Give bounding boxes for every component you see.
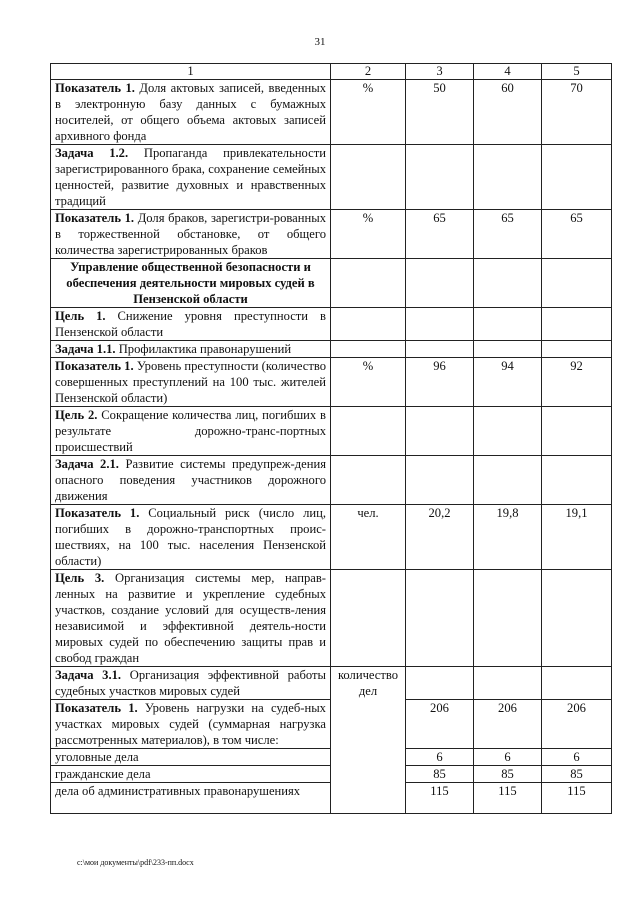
section-row — [51, 259, 612, 308]
unit-cell — [331, 145, 406, 210]
row-label: Задача 1.1. — [55, 342, 116, 356]
table-row — [51, 667, 612, 700]
value-cell — [474, 259, 542, 308]
row-description — [51, 341, 331, 358]
table-row — [51, 407, 612, 456]
row-label: Задача 2.1. — [55, 457, 119, 471]
table-row — [51, 570, 612, 667]
value-cell — [542, 308, 612, 341]
value-cell — [406, 456, 474, 505]
value-cell — [474, 456, 542, 505]
unit-cell: % — [331, 210, 406, 259]
sub-row-label: гражданские дела — [51, 766, 331, 783]
unit-cell — [331, 570, 406, 667]
page-number: 31 — [314, 36, 326, 48]
row-text: Пропаганда привлекательности зарегистрированного брака, сохранение семейных ценностей, развитие духовных и нравственных традиций — [55, 146, 327, 208]
row-text: Доля браков, зарегистри-рованных в торжественной обстановке, от общего количества зарегистрированных браков — [55, 211, 326, 257]
value-cell: 206 — [406, 700, 474, 749]
value-cell: 206 — [542, 700, 612, 749]
row-text: Доля актовых записей, введенных в электронную базу данных с бумажных носителей, от общего объема актовых записей архивного фонда — [55, 81, 326, 143]
row-description — [51, 80, 331, 145]
merged-unit-cell: количество дел — [331, 667, 406, 814]
table-row — [51, 456, 612, 505]
row-label: Задача 1.2. — [55, 146, 129, 160]
value-cell: 85 — [542, 766, 612, 783]
value-cell: 65 — [406, 210, 474, 259]
value-cell — [474, 667, 542, 700]
row-label: Цель 2. — [55, 408, 98, 422]
value-cell — [542, 407, 612, 456]
row-text: Сокращение количества лиц, погибших в результате дорожно-транс-портных происшествий — [55, 408, 326, 454]
table-row — [51, 80, 612, 145]
indicators-table — [50, 63, 612, 814]
value-cell: 65 — [542, 210, 612, 259]
row-label: Показатель 1. — [55, 211, 135, 225]
section-title: Управление общественной безопасности и обеспечения деятельности мировых судей в Пензенской области — [51, 259, 331, 308]
row-text: Снижение уровня преступности в Пензенской области — [55, 309, 326, 339]
row-description — [51, 456, 331, 505]
table-row — [51, 145, 612, 210]
value-cell — [474, 308, 542, 341]
value-cell — [542, 667, 612, 700]
row-label: Показатель 1. — [55, 81, 135, 95]
row-label: Цель 3. — [55, 571, 105, 585]
unit-cell: % — [331, 80, 406, 145]
value-cell — [406, 145, 474, 210]
row-description — [51, 210, 331, 259]
unit-cell: чел. — [331, 505, 406, 570]
row-text: Профилактика правонарушений — [115, 342, 292, 356]
value-cell — [542, 570, 612, 667]
value-cell: 115 — [542, 783, 612, 814]
row-text: Социальный риск (число лиц, погибших в дорожно-транспортных проис-шествиях, на 100 тыс. населения Пензенской области) — [55, 506, 326, 568]
value-cell: 70 — [542, 80, 612, 145]
value-cell: 115 — [474, 783, 542, 814]
sub-row-label: уголовные дела — [51, 749, 331, 766]
table-row — [51, 358, 612, 407]
row-description — [51, 667, 331, 700]
value-cell — [474, 145, 542, 210]
value-cell: 206 — [474, 700, 542, 749]
value-cell — [406, 667, 474, 700]
unit-cell — [331, 308, 406, 341]
row-text: Развитие системы предупреж-дения опасного поведения участников дорожного движения — [55, 457, 327, 503]
value-cell: 115 — [406, 783, 474, 814]
value-cell — [542, 145, 612, 210]
unit-cell: % — [331, 358, 406, 407]
value-cell: 85 — [406, 766, 474, 783]
value-cell: 94 — [474, 358, 542, 407]
table-row — [51, 308, 612, 341]
value-cell: 60 — [474, 80, 542, 145]
value-cell — [406, 308, 474, 341]
row-description — [51, 407, 331, 456]
value-cell — [542, 341, 612, 358]
unit-cell — [331, 456, 406, 505]
row-text: Организация системы мер, направ-ленных на развитие и укрепление судебных участков, создание условий для осуществ-ления независимой и эффективной деятель-ности мировых судей по обеспечению защиты прав и свобод граждан — [55, 571, 326, 665]
value-cell — [406, 341, 474, 358]
column-header: 3 — [406, 64, 474, 80]
value-cell: 6 — [542, 749, 612, 766]
row-description — [51, 505, 331, 570]
value-cell — [542, 456, 612, 505]
unit-cell — [331, 341, 406, 358]
value-cell: 6 — [406, 749, 474, 766]
row-description — [51, 358, 331, 407]
value-cell: 19,1 — [542, 505, 612, 570]
table-row — [51, 341, 612, 358]
value-cell — [474, 407, 542, 456]
value-cell: 20,2 — [406, 505, 474, 570]
row-description — [51, 145, 331, 210]
value-cell — [406, 259, 474, 308]
column-header: 1 — [51, 64, 331, 80]
value-cell — [406, 570, 474, 667]
value-cell: 92 — [542, 358, 612, 407]
row-description — [51, 308, 331, 341]
column-header: 2 — [331, 64, 406, 80]
file-path-footer: c:\мои документы\pdf\233-пп.docx — [77, 858, 194, 867]
row-label: Задача 3.1. — [55, 668, 122, 682]
sub-row-label: дела об административных правонарушениях — [51, 783, 331, 814]
row-description — [51, 700, 331, 749]
table-header-row — [51, 64, 612, 80]
value-cell: 6 — [474, 749, 542, 766]
row-label: Показатель 1. — [55, 359, 134, 373]
column-header: 4 — [474, 64, 542, 80]
value-cell — [474, 341, 542, 358]
column-header: 5 — [542, 64, 612, 80]
table-row — [51, 505, 612, 570]
table-row — [51, 210, 612, 259]
row-label: Цель 1. — [55, 309, 106, 323]
row-description — [51, 570, 331, 667]
value-cell: 85 — [474, 766, 542, 783]
row-text: Организация эффективной работы судебных участков мировых судей — [55, 668, 326, 698]
unit-cell — [331, 407, 406, 456]
unit-cell — [331, 259, 406, 308]
row-label: Показатель 1. — [55, 506, 140, 520]
value-cell: 65 — [474, 210, 542, 259]
value-cell: 19,8 — [474, 505, 542, 570]
value-cell — [474, 570, 542, 667]
value-cell — [406, 407, 474, 456]
row-text: Уровень нагрузки на судеб-ных участках мировых судей (суммарная нагрузка рассмотренных материалов), в том числе: — [55, 701, 326, 747]
value-cell — [542, 259, 612, 308]
value-cell: 96 — [406, 358, 474, 407]
row-text: Уровень преступности (количество совершенных преступлений на 100 тыс. жителей Пензенской области) — [55, 359, 326, 405]
row-label: Показатель 1. — [55, 701, 138, 715]
value-cell: 50 — [406, 80, 474, 145]
